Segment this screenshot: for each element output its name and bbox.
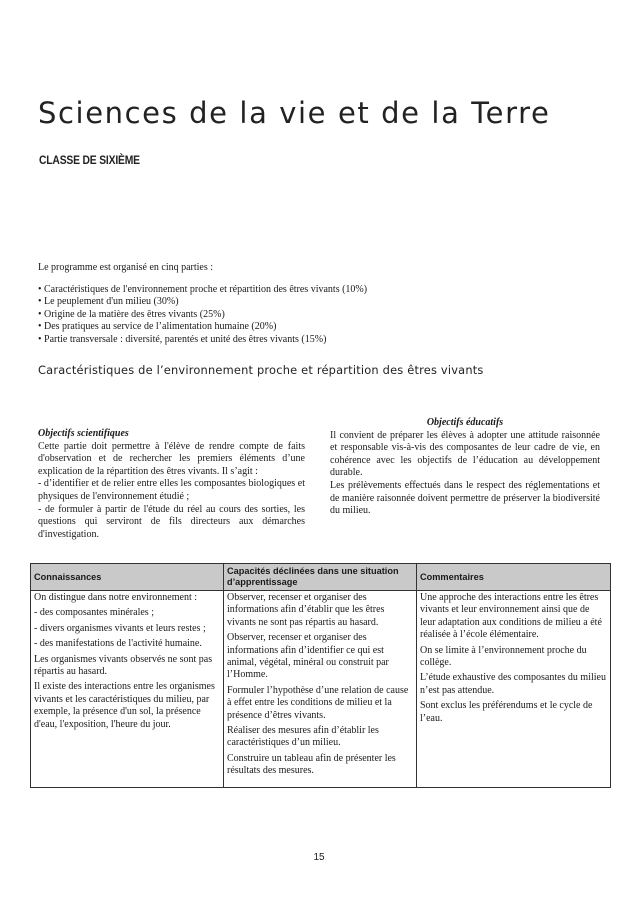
header-capacities: Capacités déclinées dans une situation d’apprentissage: [224, 564, 417, 591]
paragraph: Cette partie doit permettre à l'élève de rendre compte de faits d'observation et de rechercher les premiers éléments d’une explication de la répartition des êtres vivants. Il s’agit :: [38, 440, 305, 477]
educational-objectives: [330, 417, 600, 518]
comments-cell: [417, 591, 611, 788]
cell-line: On se limite à l’environnement proche du collège.: [420, 644, 587, 669]
cell-line: L’étude exhaustive des composantes du milieu n’est pas attendue.: [420, 672, 606, 696]
knowledge-cell: [31, 591, 224, 788]
cell-line: On distingue dans notre environnement :: [34, 592, 198, 603]
table-header-row: [31, 564, 611, 591]
class-subtitle: CLASSE DE SIXIÈME: [39, 153, 140, 167]
program-intro: [38, 262, 598, 347]
program-parts-list: [38, 284, 598, 347]
scientific-objectives-heading: Objectifs scientifiques: [38, 428, 129, 439]
cell-line: Construire un tableau afin de présenter les résultats des mesures.: [227, 752, 396, 777]
list-item: • Origine de la matière des êtres vivants (25%): [38, 308, 225, 320]
cell-line: - des manifestations de l'activité humaine.: [34, 638, 202, 650]
cell-line: Formuler l’hypothèse d’une relation de cause à effet entre les conditions de milieu et la présence d’êtres vivants.: [227, 684, 409, 721]
table-row: [31, 591, 611, 788]
cell-line: Observer, recenser et organiser des informations afin d’identifier ce qui est animal, végétal, minéral ou construit par l’Homme.: [227, 632, 389, 681]
list-item: • Des pratiques au service de l’alimentation humaine (20%): [38, 321, 277, 333]
page-number: 15: [313, 852, 325, 863]
intro-lead: Le programme est organisé en cinq parties :: [38, 262, 214, 273]
scientific-objectives: [38, 428, 305, 541]
paragraph: Les prélèvements effectués dans le respect des réglementations et de manière raisonnée doivent permettre de préserver la biodiversité du milieu.: [330, 479, 600, 517]
section-heading: Caractéristiques de l’environnement proche et répartition des êtres vivants: [38, 363, 484, 377]
paragraph: Il convient de préparer les élèves à adopter une attitude raisonnée et responsable vis-à-vis des composantes de leur cadre de vie, en cohérence avec les objectifs de l’éducation au développement durable.: [330, 429, 600, 479]
cell-line: Les organismes vivants observés ne sont pas répartis au hasard.: [34, 653, 213, 678]
cell-line: - divers organismes vivants et leurs restes ;: [34, 622, 206, 634]
paragraph: - d’identifier et de relier entre elles les composantes biologiques et physiques de l'environnement étudié ;: [38, 478, 305, 502]
cell-line: Réaliser des mesures afin d’établir les caractéristiques d’un milieu.: [227, 725, 379, 749]
cell-line: Sont exclus les préférendums et le cycle de l’eau.: [420, 700, 593, 724]
cell-line: Une approche des interactions entre les êtres vivants et leur environnement ainsi que de leur adaptation aux conditions de milieu a été réalisée à l’école élémentaire.: [420, 592, 602, 641]
cell-line: Observer, recenser et organiser des informations afin d’établir que les êtres vivants ne sont pas répartis au hasard.: [227, 592, 385, 628]
educational-objectives-heading: Objectifs éducatifs: [426, 417, 504, 428]
cell-line: - des composantes minérales ;: [34, 607, 154, 619]
list-item: • Partie transversale : diversité, parentés et unité des êtres vivants (15%): [38, 333, 327, 345]
paragraph: - de formuler à partir de l'étude du réel au cours des sorties, les questions qui serviront de fils directeurs aux démarches d'investigation.: [38, 503, 305, 540]
list-item: • Caractéristiques de l'environnement proche et répartition des êtres vivants (10%): [38, 283, 368, 295]
header-comments: Commentaires: [417, 564, 611, 591]
page-title: Sciences de la vie et de la Terre: [38, 96, 551, 130]
cell-line: Il existe des interactions entre les organismes vivants et les caractéristiques du milieu, par exemple, la présence d'un sol, la présence d'eau, l'exposition, l'heure du jour.: [34, 681, 215, 730]
header-knowledge: Connaissances: [31, 564, 224, 591]
curriculum-table: [30, 563, 611, 788]
list-item: • Le peuplement d'un milieu (30%): [38, 296, 179, 308]
capacities-cell: [224, 591, 417, 788]
